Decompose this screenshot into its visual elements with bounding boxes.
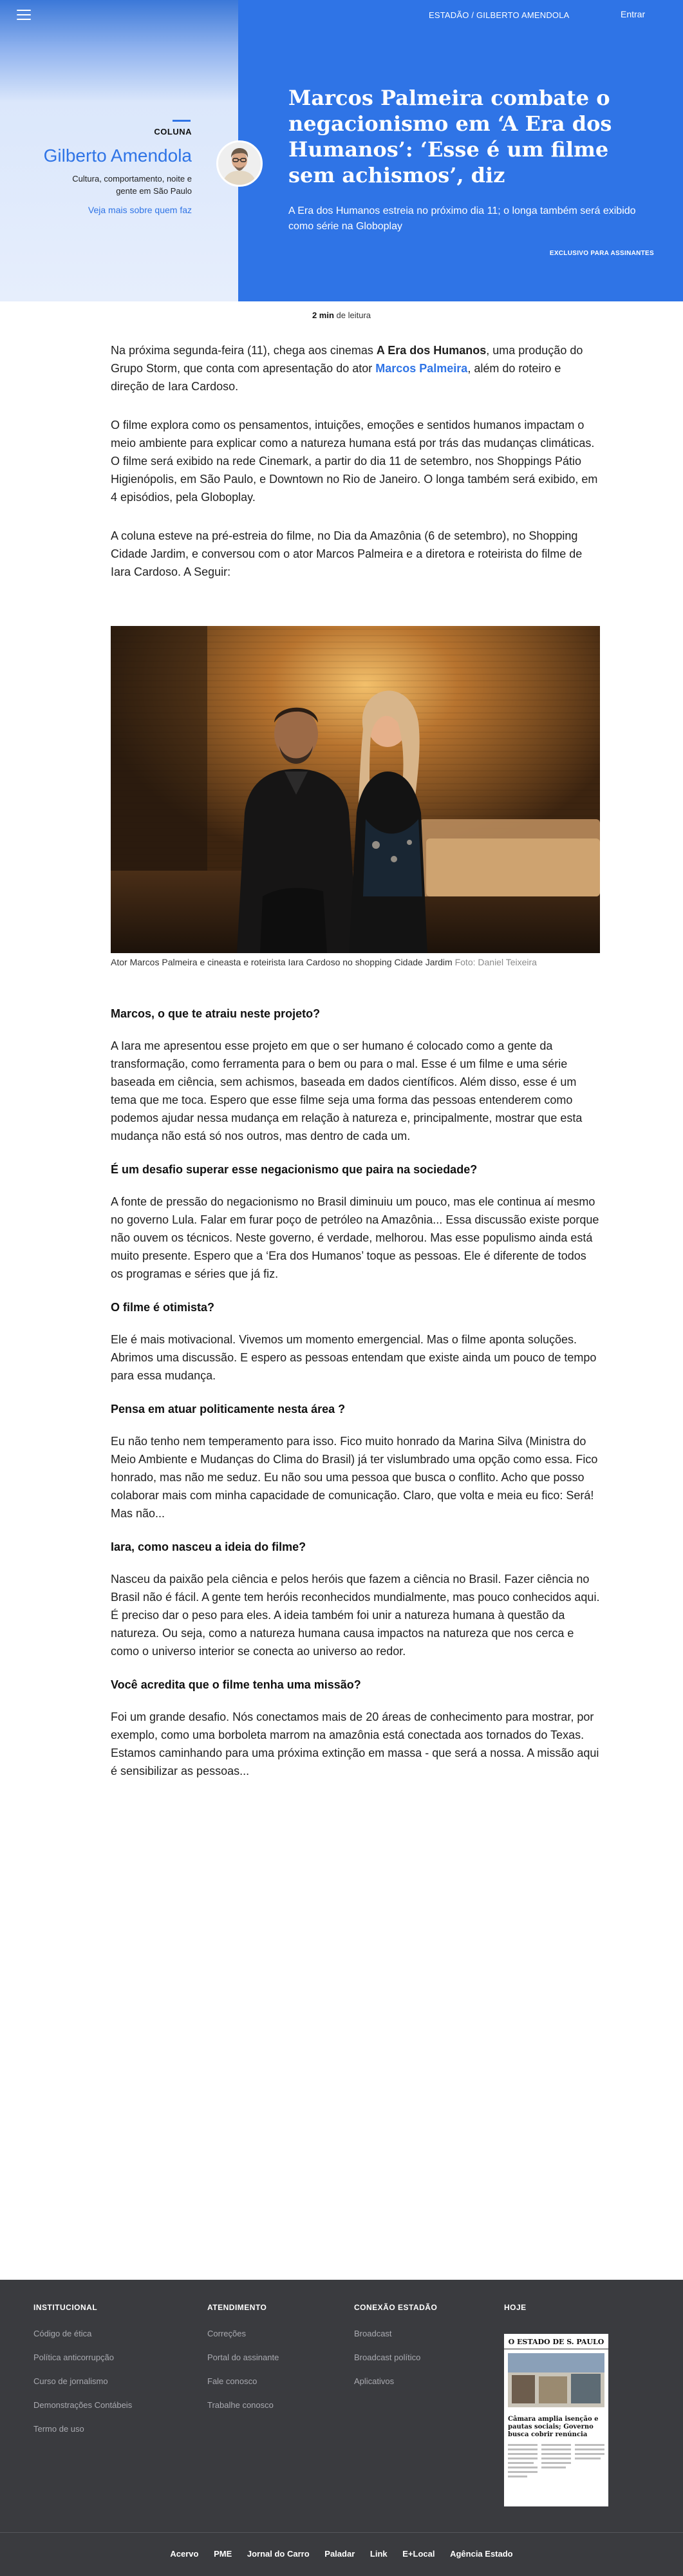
newspaper-text-columns [504, 2440, 608, 2506]
interview-question: Você acredita que o filme tenha uma missão? [111, 1678, 361, 1691]
newspaper-headline: Câmara amplia isenção e pautas sociais; Governo busca cobrir renúncia [508, 2416, 599, 2438]
footer-link[interactable]: Correções [207, 2329, 246, 2338]
footer-link[interactable]: Aplicativos [354, 2376, 395, 2386]
article-photo [111, 626, 600, 953]
footer-divider [0, 2532, 683, 2533]
film-title: A Era dos Humanos [376, 344, 487, 357]
interview-question: É um desafio superar esse negacionismo que paira na sociedade? [111, 1163, 478, 1176]
footer-column-conexao [354, 2303, 437, 2400]
article-hero [0, 0, 683, 301]
article-body [111, 341, 600, 581]
paragraph-intro-text-a: Na próxima segunda-feira (11), chega aos cinemas [111, 344, 377, 357]
newspaper-cover-photo [504, 2349, 608, 2411]
footer-link[interactable]: Broadcast político [354, 2353, 421, 2362]
interview-answer: Eu não tenho nem temperamento para isso. Fico muito honrado da Marina Silva (Ministra do Meio Ambiente e Mudanças do Clima do Brasil) já ter vislumbrado uma opção como essa. Fico honrado, mas não me seduz. Eu não sou uma pessoa que busca o conflito. Acho que posso colaborar mais com minha capacidade de comunicação. Claro, que volta e meia eu fico: Será! Mas não... [111, 1435, 598, 1520]
breadcrumb-section[interactable]: GILBERTO AMENDOLA [476, 10, 570, 20]
todays-edition-cover[interactable] [504, 2334, 608, 2506]
column-rule [173, 120, 191, 122]
column-label: COLUNA [154, 127, 192, 137]
avatar-portrait-icon [218, 142, 261, 185]
paragraph-intro-text-b: , uma produção do Grupo Storm, que conta com apresentação do ator [111, 344, 583, 375]
photo-credit: Foto: Daniel Teixeira [454, 957, 537, 967]
footer-title: ATENDIMENTO [207, 2303, 267, 2312]
interview-answer: A Iara me apresentou esse projeto em que o ser humano é colocado como a gente da transformação, como ferramenta para o bem ou para o mal. Esse é um filme e uma série baseada em ciência, sem achismos, baseada em dados científicos. Além disso, esse é um tema que me toca. Espero que esse filme seja uma forma das pessoas entenderem como podemos ajudar nessa mudança em relação à natureza e, principalmente, mostrar que esta mudança não está só nos outros, mas dentro de cada um. [111, 1039, 583, 1142]
reading-time-value: 2 min [312, 310, 334, 320]
author-more-link[interactable]: Veja mais sobre quem faz [88, 205, 192, 215]
brand-link[interactable]: Jornal do Carro [247, 2549, 310, 2559]
reading-time [0, 310, 683, 320]
footer-title: INSTITUCIONAL [33, 2303, 98, 2312]
breadcrumb-separator: / [471, 10, 474, 20]
interview-answer: Foi um grande desafio. Nós conectamos mais de 20 áreas de conhecimento para mostrar, por exemplo, como uma borboleta marrom na amazônia está conectada aos tornados do Texas. Estamos caminhando para uma próxima extinção em massa - que será a nossa. A missão aqui é sensibilizar as pessoas... [111, 1710, 599, 1777]
brand-link[interactable]: Link [370, 2549, 388, 2559]
interview-answer: Ele é mais motivacional. Vivemos um momento emergencial. Mas o filme aponta soluções. Abrimos uma discussão. E espero as pessoas entendam que existe ainda um pouco de tempo para essa mudança. [111, 1333, 597, 1382]
footer-link[interactable]: Demonstrações Contábeis [33, 2400, 133, 2410]
author-description: Cultura, comportamento, noite e gente em São Paulo [72, 174, 192, 196]
article-subheadline: A Era dos Humanos estreia no próximo dia 11; o longa também será exibido como série na Globoplay [288, 205, 636, 232]
footer-link[interactable]: Trabalhe conosco [207, 2400, 274, 2410]
site-footer [0, 2280, 683, 2576]
brand-link[interactable]: Paladar [324, 2549, 355, 2559]
login-link[interactable]: Entrar [621, 9, 646, 19]
interview-question: Iara, como nasceu a ideia do filme? [111, 1540, 306, 1553]
paragraph-film-description: O filme explora como os pensamentos, intuições, emoções e sentidos humanos impactam o meio ambiente para explicar como a natureza humana está por trás das mudanças climáticas. O filme será exibido na rede Cinemark, a partir do dia 11 de setembro, nos Shoppings Pátio Higienópolis, em São Paulo, e Downtown no Rio de Janeiro. O longa também será exibido, em 4 episódios, pela Globoplay. [111, 419, 598, 504]
footer-link[interactable]: Curso de jornalismo [33, 2376, 108, 2386]
interview-answer: A fonte de pressão do negacionismo no Brasil diminuiu um pouco, mas ele continua aí mesmo no governo Lula. Falar em furar poço de petróleo na Amazônia... Essa discussão existe porque não ouvem os técnicos. Neste governo, é verdade, melhorou. Mas esse populismo ainda está muito presente. Espero que a ‘Era dos Humanos’ toque as pessoas. Ele é diferente de todos os programas e séries que já fiz. [111, 1195, 599, 1280]
brand-link[interactable]: PME [214, 2549, 232, 2559]
footer-column-hoje [504, 2303, 527, 2329]
article-headline: Marcos Palmeira combate o negacionismo em ‘A Era dos Humanos’: ‘Esse é um filme sem achismos’, diz [288, 86, 612, 187]
interview-question: Marcos, o que te atraiu neste projeto? [111, 1007, 321, 1020]
brand-link[interactable]: Acervo [170, 2549, 199, 2559]
paragraph-intro-text-c: , além do roteiro e direção de Iara Cardoso. [111, 362, 561, 393]
footer-link[interactable]: Broadcast [354, 2329, 392, 2338]
footer-link[interactable]: Código de ética [33, 2329, 92, 2338]
footer-column-institucional [33, 2303, 132, 2448]
newspaper-masthead: O ESTADO DE S. PAULO [504, 2334, 608, 2349]
breadcrumb-site[interactable]: ESTADÃO [429, 10, 469, 20]
author-avatar[interactable] [216, 140, 263, 187]
interview-section [111, 1005, 600, 1780]
actor-link[interactable]: Marcos Palmeira [375, 362, 468, 375]
footer-link[interactable]: Termo de uso [33, 2424, 84, 2434]
interview-question: Pensa em atuar politicamente nesta área ? [111, 1403, 346, 1416]
interview-answer: Nasceu da paixão pela ciência e pelos heróis que fazem a ciência no Brasil. Fazer ciência no Brasil não é fácil. A gente tem heróis reconhecidos mundialmente, mas pouco conhecidos aqui. É preciso dar o peso para eles. A ideia também foi unir a natureza humana à questão da natureza. Ou seja, como a natureza humana causa impactos na natureza que nos cerca e como o universo interior se conecta ao universo ao redor. [111, 1573, 600, 1658]
brand-link[interactable]: Agência Estado [450, 2549, 513, 2559]
footer-title: HOJE [504, 2303, 527, 2312]
footer-column-atendimento [207, 2303, 279, 2424]
interview-question: O filme é otimista? [111, 1301, 215, 1314]
footer-title: CONEXÃO ESTADÃO [354, 2303, 438, 2312]
brand-link[interactable]: E+Local [402, 2549, 435, 2559]
photo-caption [111, 956, 600, 969]
paragraph-premiere: A coluna esteve na pré-estreia do filme, no Dia da Amazônia (6 de setembro), no Shopping Cidade Jardim, e conversou com o ator Marcos Palmeira e a diretora e roteirista do filme de Iara Cardoso. A Seguir: [111, 529, 583, 578]
reading-time-suffix: de leitura [336, 310, 371, 320]
footer-brands [0, 2549, 683, 2559]
breadcrumb [429, 10, 570, 20]
subscriber-badge: EXCLUSIVO PARA ASSINANTES [549, 250, 654, 257]
footer-link[interactable]: Política anticorrupção [33, 2353, 115, 2362]
paragraph-intro [111, 341, 600, 395]
photo-actor-director-image [111, 626, 600, 953]
photo-caption-text: Ator Marcos Palmeira e cineasta e roteirista Iara Cardoso no shopping Cidade Jardim [111, 957, 453, 967]
footer-link[interactable]: Portal do assinante [207, 2353, 279, 2362]
hamburger-menu-icon[interactable] [17, 10, 31, 20]
footer-link[interactable]: Fale conosco [207, 2376, 257, 2386]
author-name[interactable]: Gilberto Amendola [43, 146, 192, 166]
